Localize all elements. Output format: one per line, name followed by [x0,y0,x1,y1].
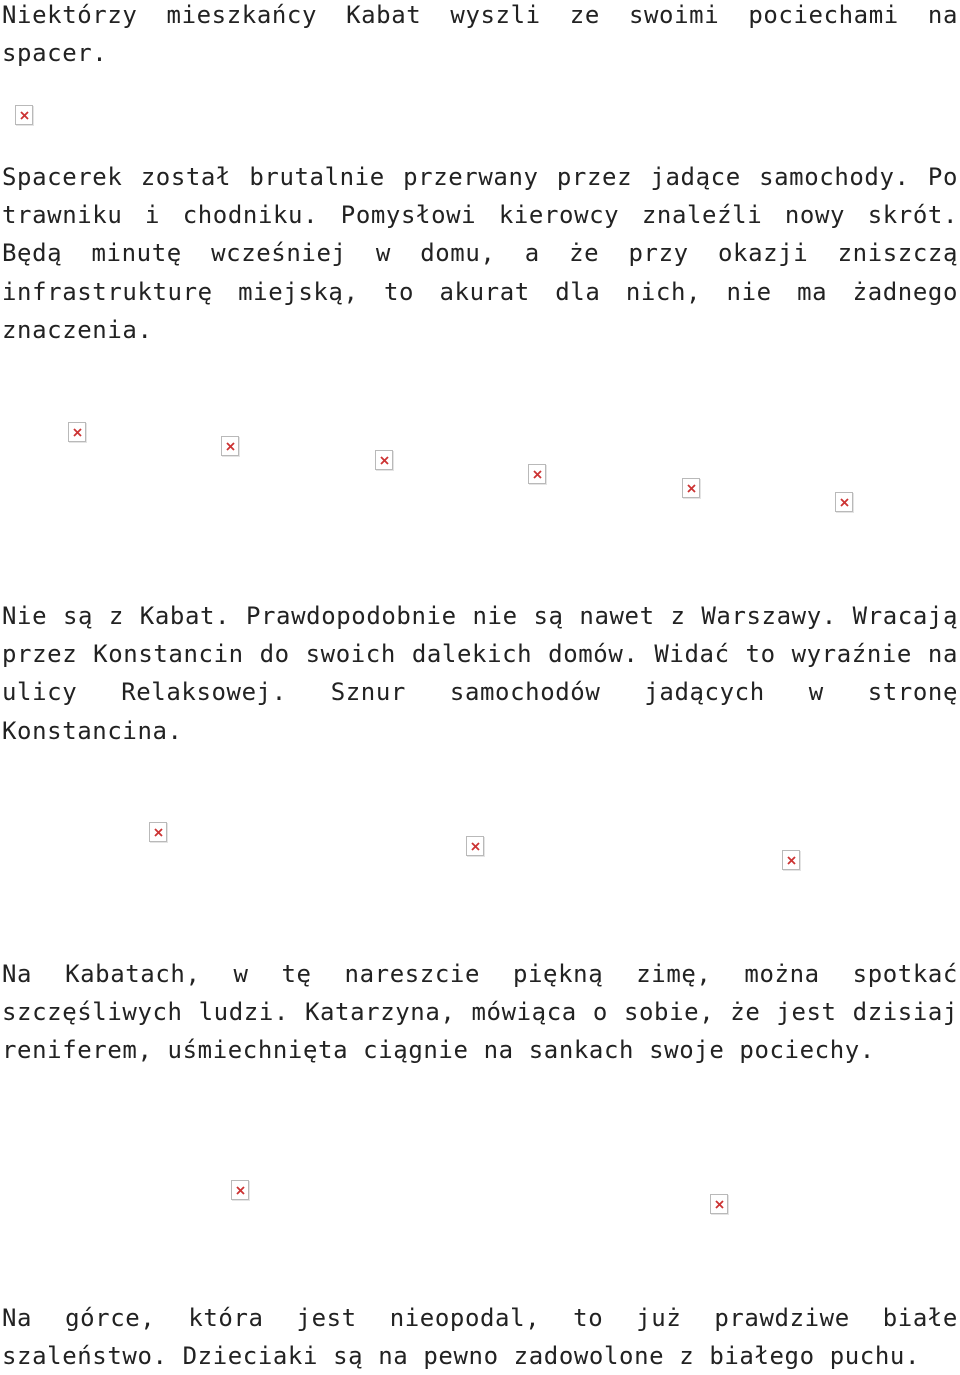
broken-image-icon [682,478,700,498]
broken-image-icon [466,836,484,856]
paragraph-shortcut: Spacerek został brutalnie przerwany przez jadące samochody. Po trawniku i chodniku. Pomysłowi kierowcy znaleźli nowy skrót. Będą minutę wcześniej w domu, a że przy okazji zniszczą infrastrukturę miejską, to akurat dla nich, nie ma żadnego znaczenia. [2,163,958,344]
broken-image-icon [835,492,853,512]
broken-image-icon [528,464,546,484]
paragraph-intro: Niektórzy mieszkańcy Kabat wyszli ze swoimi pociechami na spacer. [2,1,958,68]
broken-image-icon [221,436,239,456]
broken-image-icon [710,1194,728,1214]
broken-image-icon [15,105,33,125]
paragraph-winter: Na Kabatach, w tę nareszcie piękną zimę, można spotkać szczęśliwych ludzi. Katarzyna, mówiąca o sobie, że jest dzisiaj reniferem, uśmiechnięta ciągnie na sankach swoje pociechy. [2,960,958,1065]
paragraph-hill: Na górce, która jest nieopodal, to już prawdziwe białe szaleństwo. Dzieciaki są na pewno zadowolone z białego puchu. [2,1304,958,1371]
broken-image-icon [782,850,800,870]
paragraph-traffic: Nie są z Kabat. Prawdopodobnie nie są nawet z Warszawy. Wracają przez Konstancin do swoich dalekich domów. Widać to wyraźnie na ulicy Relaksowej. Sznur samochodów jadących w stronę Konstancina. [2,602,958,745]
broken-image-icon [68,422,86,442]
broken-image-icon [149,822,167,842]
broken-image-icon [375,450,393,470]
broken-image-icon [231,1180,249,1200]
